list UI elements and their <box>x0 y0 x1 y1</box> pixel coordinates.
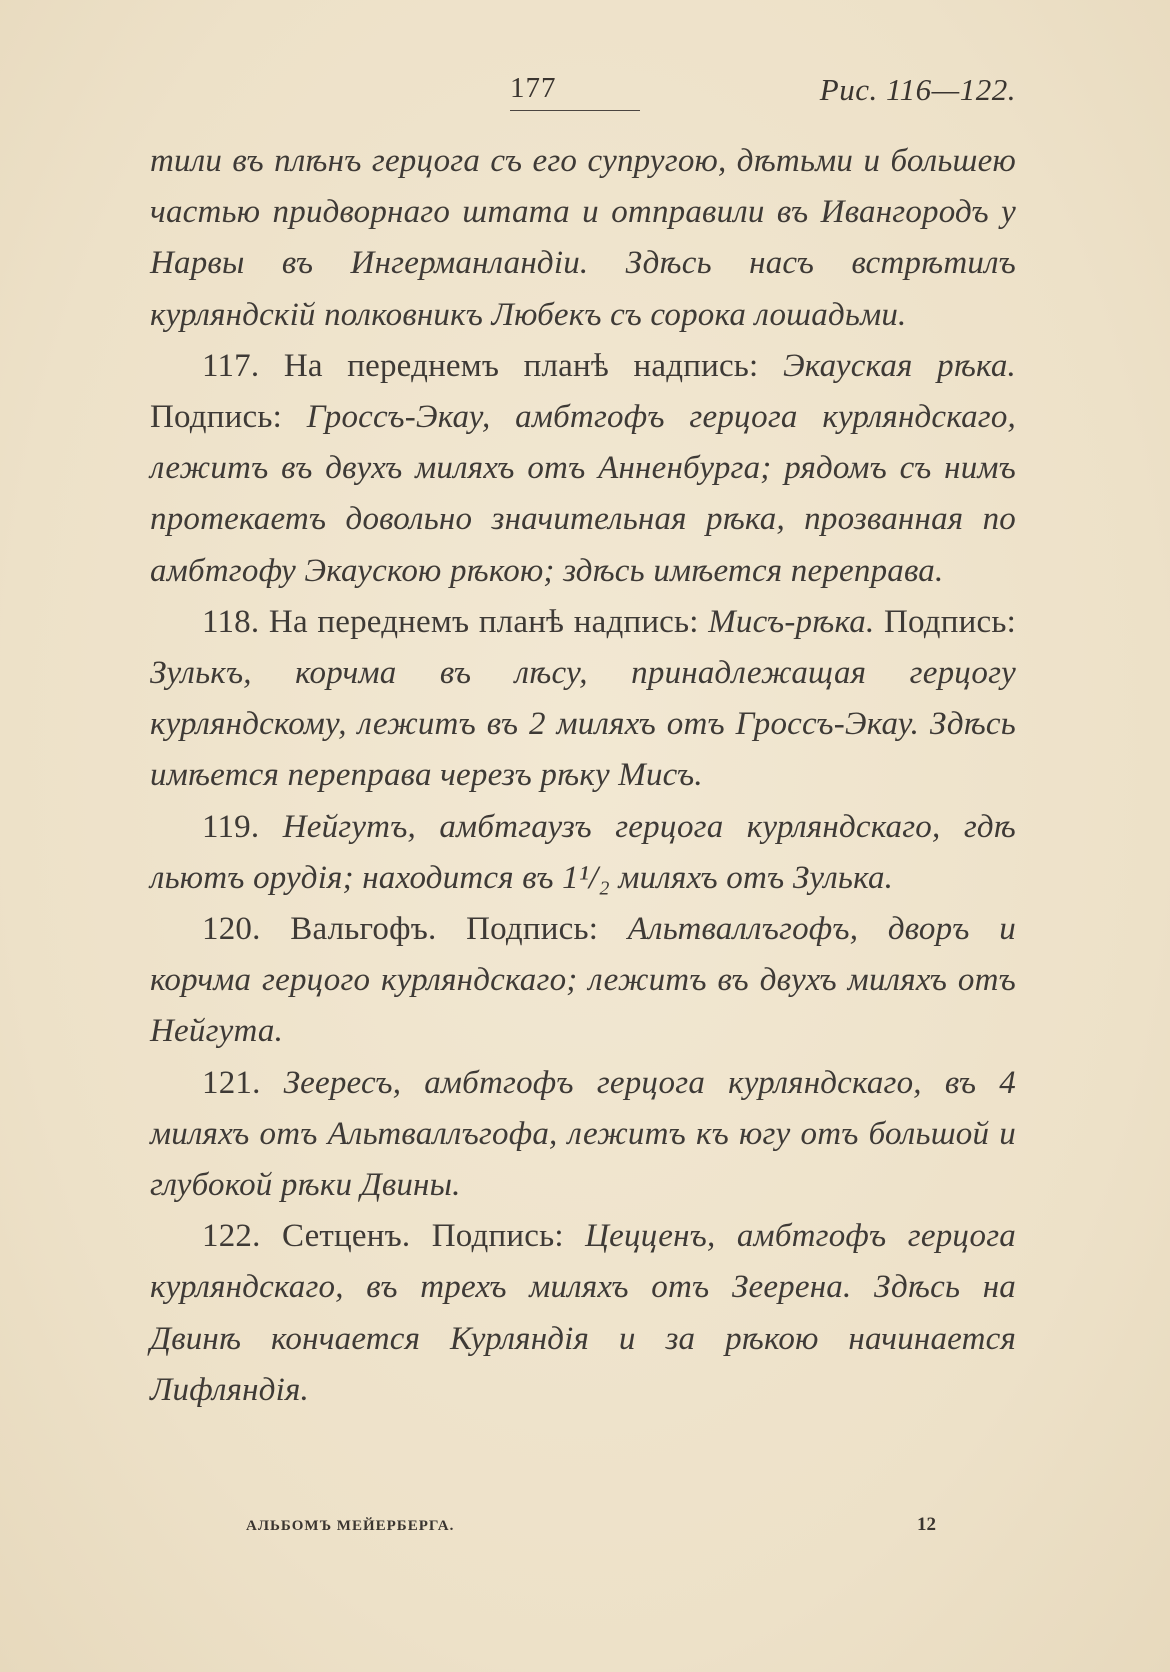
signature-mark: 12 <box>917 1514 936 1535</box>
paragraph <box>150 136 1016 341</box>
italic-text: Нейгутъ, амбтгаузъ герцога курляндскаго, гдѣ льютъ орудія; находится въ 1¹/₂ миляхъ отъ Зулька. <box>150 808 1016 896</box>
italic-text: Альтваллъгофъ, дворъ и корчма герцого курляндскаго; лежитъ въ двухъ миляхъ отъ Нейгута. <box>150 911 1016 1050</box>
italic-text: тили въ плѣнъ герцога съ его супругою, дѣтьми и большею частью придворнаго штата и отправили въ Ивангородъ у Нарвы въ Ингерманландіи. Здѣсь насъ встрѣтилъ курляндскій полковникъ Любекъ съ сорока лошадьми. <box>150 143 1016 333</box>
paragraph <box>150 1211 1016 1416</box>
roman-text: 121. <box>202 1064 284 1101</box>
italic-text: Зеересъ, амбтгофъ герцога курляндскаго, въ 4 миляхъ отъ Альтваллъгофа, лежитъ къ югу отъ большой и глубокой рѣки Двины. <box>150 1064 1017 1204</box>
roman-text: 119. <box>202 808 283 845</box>
italic-text: Экауская рѣка. <box>782 347 1016 384</box>
paragraph <box>150 597 1016 802</box>
roman-text: Подпись: <box>874 603 1016 640</box>
roman-text: 118. На переднемъ планѣ надпись: <box>202 603 709 640</box>
paragraph <box>150 802 1016 904</box>
page-number: 177 <box>510 72 557 104</box>
body-text <box>150 136 1016 1416</box>
footer-book-title: АЛЬБОМЪ МЕЙЕРБЕРГА. <box>246 1518 455 1534</box>
roman-text: 120. Вальгофъ. Подпись: <box>202 911 628 948</box>
italic-text: Гроссъ-Экау, амбтгофъ герцога курляндскаго, лежитъ въ двухъ миляхъ отъ Анненбурга; рядомъ съ нимъ протекаетъ довольно значительная рѣка, прозванная по амбтгофу Экаускою рѣкою; здѣсь имѣется переправа. <box>150 399 1016 589</box>
header-rule <box>510 110 640 111</box>
paragraph <box>150 341 1016 597</box>
roman-text: Подпись: <box>150 399 307 436</box>
roman-text: 117. На переднемъ планѣ надпись: <box>202 347 783 384</box>
italic-text: Мисъ-рѣка. <box>708 603 875 640</box>
paragraph <box>150 904 1016 1058</box>
italic-text: Цецценъ, амбтгофъ герцога курляндскаго, въ трехъ миляхъ отъ Зеерена. Здѣсь на Двинѣ кончается Курляндія и за рѣкою начинается Лифляндія. <box>150 1218 1016 1408</box>
page-header <box>150 72 1016 116</box>
paragraph <box>150 1058 1016 1212</box>
figure-reference: Рис. 116—122. <box>819 72 1016 107</box>
roman-text: 122. Сетценъ. Подпись: <box>202 1218 586 1255</box>
italic-text: Зулькъ, корчма въ лѣсу, принадлежащая герцогу курляндскому, лежитъ въ 2 миляхъ отъ Гроссъ-Экау. Здѣсь имѣется переправа черезъ рѣку Мисъ. <box>150 655 1016 794</box>
